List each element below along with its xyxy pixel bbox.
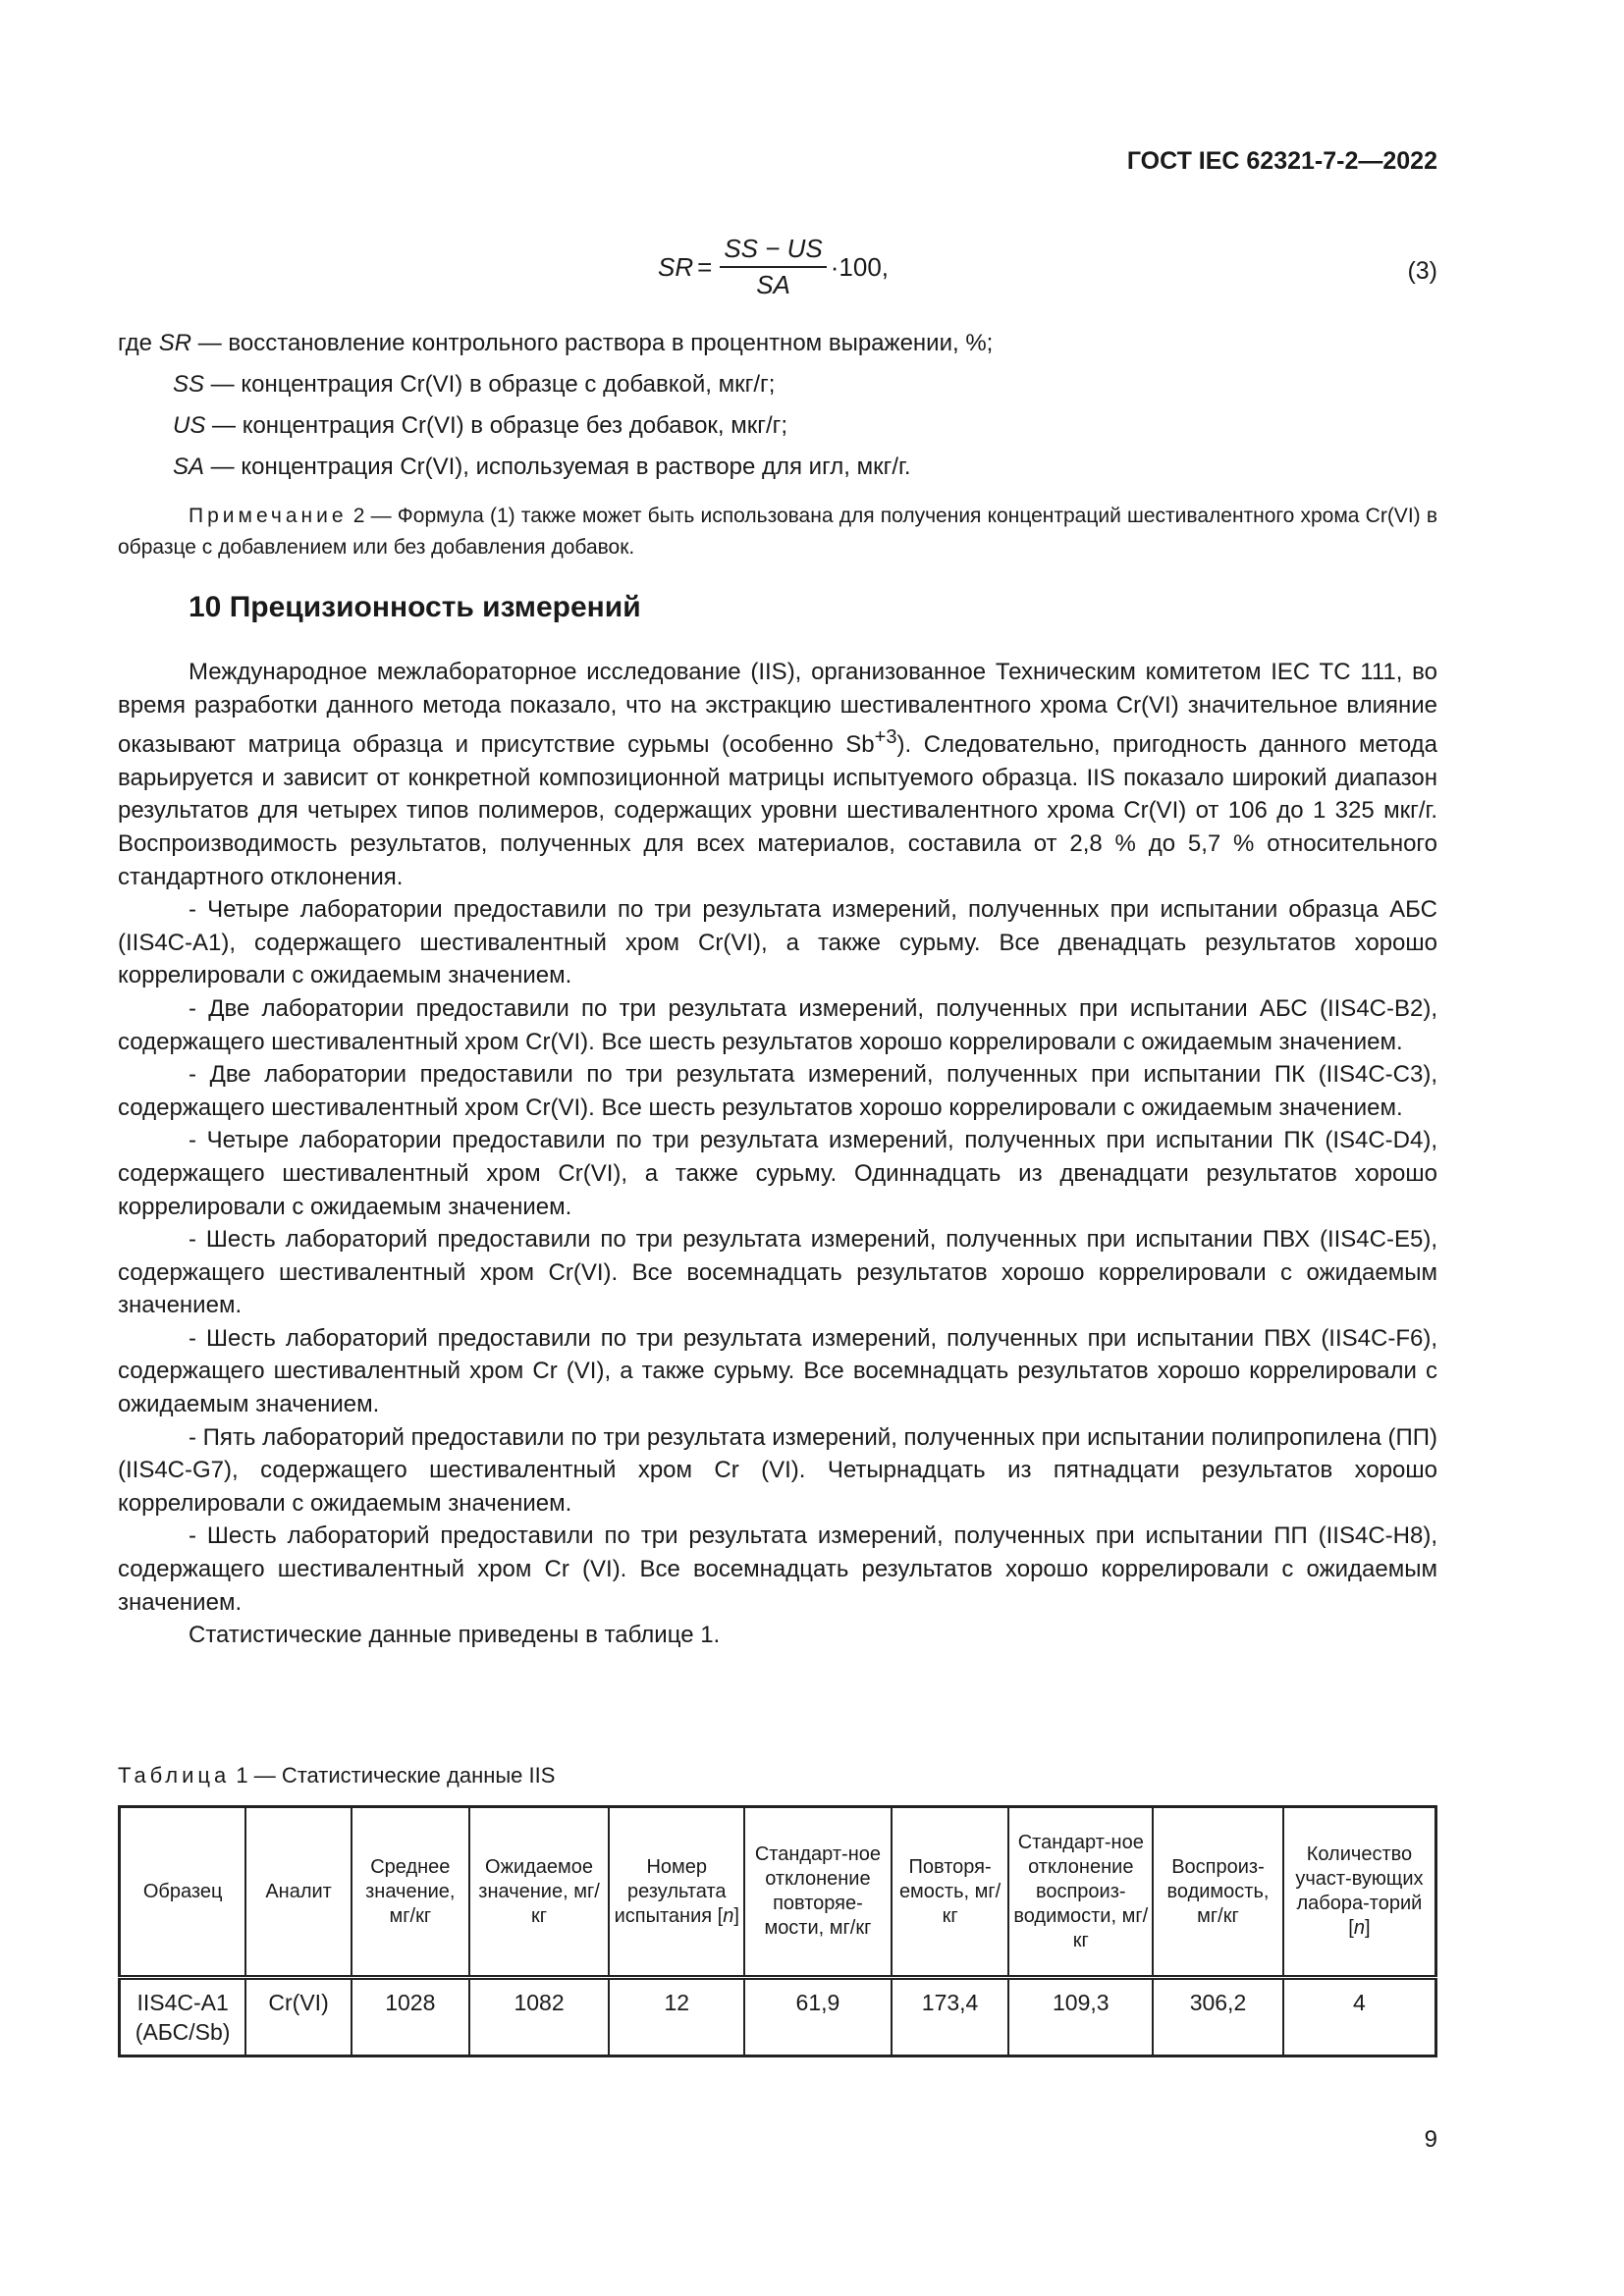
table-cell: 1028 [352,1978,469,2056]
definition: концентрация Cr(VI), используемая в растворе для игл, мкг/г. [241,454,911,480]
where-item [118,330,993,357]
symbol: SS [173,371,205,398]
page-number: 9 [1424,2126,1437,2153]
column-header: Стандарт-ное отклонение повторяе-мости, мг/кг [744,1807,892,1978]
definition: концентрация Cr(VI) в образце с добавкой, мкг/г; [241,371,776,398]
table-caption [118,1763,555,1789]
column-header: Номер результата испытания [n] [609,1807,744,1978]
column-header: Среднее значение, мг/кг [352,1807,469,1978]
definition: концентрация Cr(VI) в образце без добавок, мкг/г; [242,412,788,439]
numerator: SS − US [720,234,826,268]
column-header: Ожидаемое значение, мг/кг [469,1807,610,1978]
formula-eq: = [697,251,713,282]
dash: — [204,454,242,480]
section-body [118,656,1437,1652]
where-item [173,412,787,440]
table-row [120,1978,1436,2056]
paragraph: - Две лаборатории предоставили по три результата измерений, полученных при испытании ПК (IIS4C-C3), содержащего шестивалентный хром Cr(VI). Все шесть результатов хорошо коррелировали с ожидаемым значением. [118,1061,1437,1121]
table-cell: 173,4 [892,1978,1009,2056]
formula-tail: ·100, [830,251,890,282]
paragraph: - Шесть лабораторий предоставили по три результата измерений, полученных при испытании ПП (IIS4C-H8), содержащего шестивалентный хром Cr (VI). Все восемнадцать результатов хорошо коррелировали с ожидаемым значением. [118,1522,1437,1616]
dash: — [191,330,229,356]
where-item [173,371,775,399]
table-cell: 61,9 [744,1978,892,2056]
note-label: Примечание [189,505,348,527]
paragraph: - Четыре лаборатории предоставили по три результата измерений, полученных при испытании ПК (IS4C-D4), содержащего шестивалентный хром Cr(VI), а также сурьму. Одиннадцать из двенадцати результатов хорошо коррелировали с ожидаемым значением. [118,1127,1437,1220]
paragraph: - Шесть лабораторий предоставили по три результата измерений, полученных при испытании ПВХ (IIS4C-F6), содержащего шестивалентный хром Cr (VI), а также сурьму. Все восемнадцать результатов хорошо коррелировали с ожидаемым значением. [118,1324,1437,1418]
symbol: SR [158,330,192,356]
caption-text: 1 — Статистические данные IIS [230,1763,556,1788]
column-header: Стандарт-ное отклонение воспроиз-водимости, мг/кг [1008,1807,1153,1978]
formula-lhs: SR [658,251,694,282]
column-header: Воспроиз-водимость, мг/кг [1153,1807,1283,1978]
table-cell: IIS4C-A1 (АБС/Sb) [120,1978,246,2056]
paragraph: Статистические данные приведены в таблице 1. [189,1622,721,1649]
table-cell: Cr(VI) [245,1978,352,2056]
table-cell: 306,2 [1153,1978,1283,2056]
paragraph: - Шесть лабораторий предоставили по три результата измерений, полученных при испытании ПВХ (IIS4C-E5), содержащего шестивалентный хром Cr(VI). Все восемнадцать результатов хорошо коррелировали с ожидаемым значением. [118,1226,1437,1319]
document-id: ГОСТ IEC 62321-7-2—2022 [1126,147,1437,175]
table-cell: 4 [1283,1978,1436,2056]
column-header: Аналит [245,1807,352,1978]
formula [658,234,889,300]
denominator: SA [756,270,790,299]
table-cell: 12 [609,1978,744,2056]
column-header: Повторя-емость, мг/кг [892,1807,1009,1978]
paragraph: Международное межлабораторное исследование (IIS), организованное Техническим комитетом IEC TC 111, во время разработки данного метода показало, что на экстракцию шестивалентного хрома Cr(VI) значительное влияние оказывают матрица образца и присутствие сурьмы (особенно $Sb^{+3}$). Следовательно, пригодность данного метода варьируется и зависит от конкретной композиционной матрицы испытуемого образца. IIS показало широкий диапазон результатов для четырех типов полимеров, содержащих уровни шестивалентного хрома Cr(VI) от 106 до 1 325 мкг/г. Воспроизводимость результатов, полученных для всех материалов, составила от 2,8 % до 5,7 % относительного стандартного отклонения. [118,659,1437,890]
column-header: Образец [120,1807,246,1978]
paragraph: - Две лаборатории предоставили по три результата измерений, полученных при испытании АБС (IIS4C-B2), содержащего шестивалентный хром Cr(VI). Все шесть результатов хорошо коррелировали с ожидаемым значением. [118,994,1437,1055]
symbol: SA [173,454,205,480]
paragraph: - Пять лабораторий предоставили по три результата измерений, полученных при испытании полипропилена (ПП) (IIS4C-G7), содержащего шестивалентный хром Cr (VI). Четырнадцать из пятнадцати результатов хорошо коррелировали с ожидаемым значением. [118,1423,1437,1517]
equation-number: (3) [1407,257,1437,285]
where-item [173,454,911,481]
column-header: Количество участ-вующих лабора-торий [n] [1283,1807,1436,1978]
paragraph: - Четыре лаборатории предоставили по три результата измерений, полученных при испытании образца АБС (IIS4C-A1), содержащего шестивалентный хром Cr(VI), а также сурьму. Все двенадцать результатов хорошо коррелировали с ожидаемым значением. [118,896,1437,989]
table-cell: 109,3 [1008,1978,1153,2056]
symbol: US [173,412,206,439]
statistics-table [118,1805,1437,2057]
caption-label: Таблица [118,1763,231,1788]
note-text: 2 — Формула (1) также может быть использована для получения концентраций шестивалентного хрома Cr(VI) в образце с добавлением или без добавления добавок. [118,505,1437,559]
where-prefix: где [118,330,159,356]
definition: восстановление контрольного раствора в процентном выражении, %; [228,330,994,356]
note [118,501,1437,563]
table-header-row [120,1807,1436,1978]
section-title: 10 Прецизионность измерений [189,591,641,623]
dash: — [205,412,243,439]
dash: — [204,371,242,398]
table-cell: 1082 [469,1978,610,2056]
fraction [720,234,826,300]
